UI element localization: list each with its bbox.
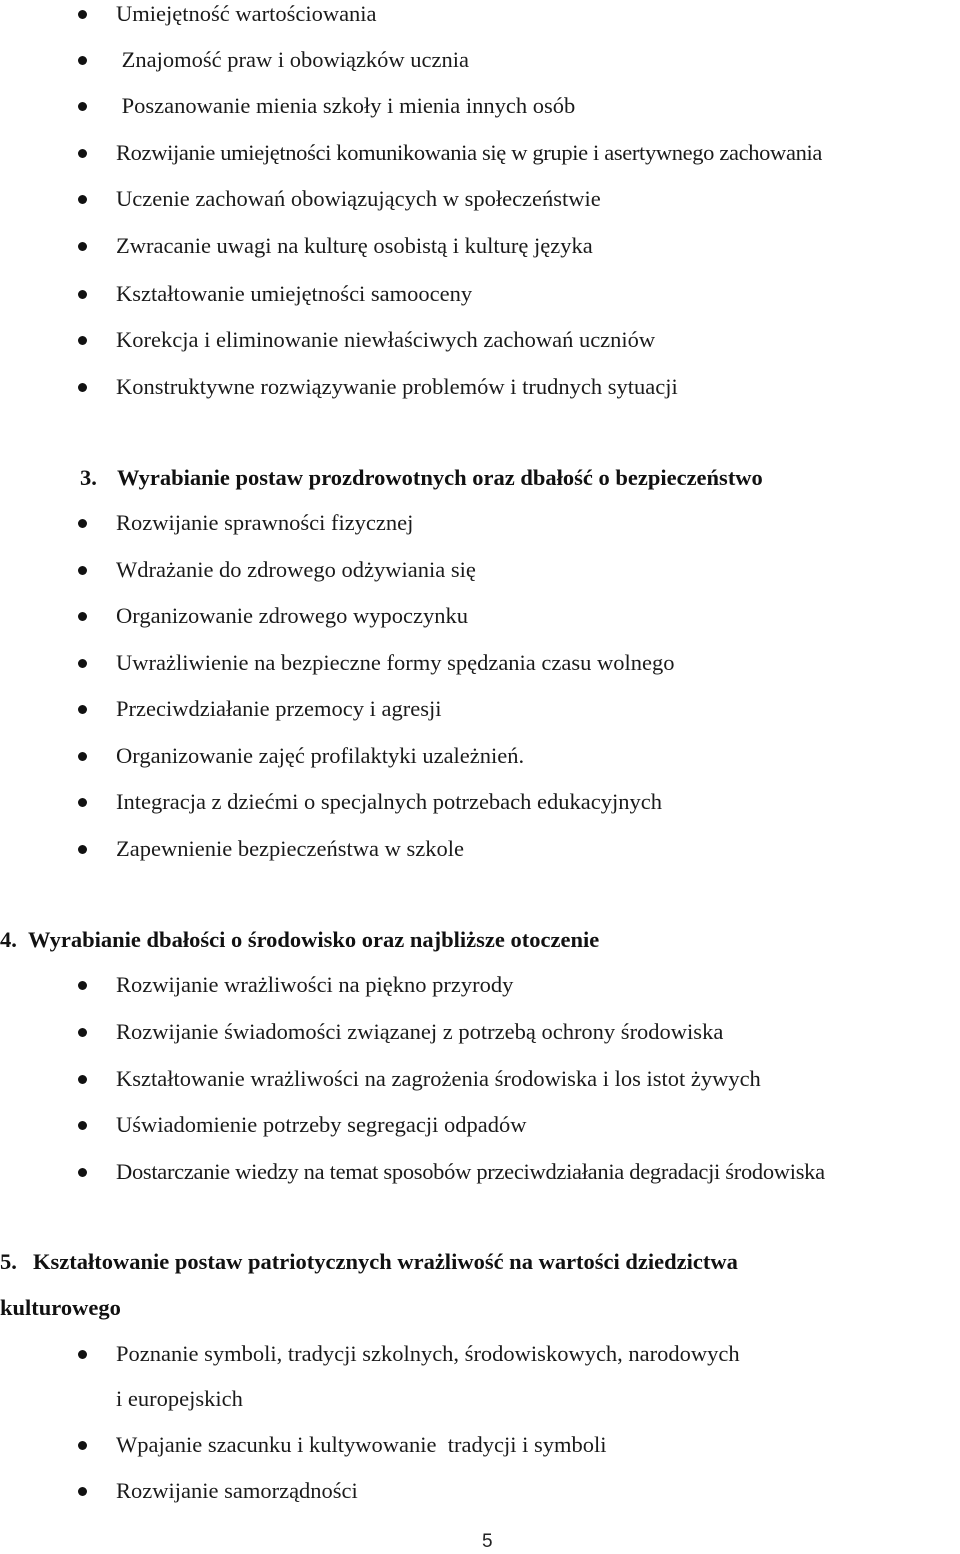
list-item-text: Kształtowanie wrażliwości na zagrożenia środowiska i los istot żywych [116, 1066, 761, 1091]
bullet-icon [78, 149, 87, 158]
list-item-text: Poszanowanie mienia szkoły i mienia innych osób [116, 93, 576, 118]
bullet-icon [78, 56, 87, 65]
list-item-text: Rozwijanie świadomości związanej z potrzebą ochrony środowiska [116, 1019, 724, 1044]
list-item-text: Przeciwdziałanie przemocy i agresji [116, 696, 442, 721]
section-number: 5. [0, 1249, 17, 1274]
bullet-icon [78, 1121, 87, 1130]
section-title: kulturowego [0, 1295, 121, 1320]
section-number: 4. [0, 927, 17, 952]
list-item-text: Konstruktywne rozwiązywanie problemów i trudnych sytuacji [116, 374, 678, 399]
bullet-icon [78, 290, 87, 299]
bullet-icon [78, 1168, 87, 1177]
list-item-text: Rozwijanie samorządności [116, 1478, 358, 1503]
bullet-icon [78, 1075, 87, 1084]
section-title: Wyrabianie postaw prozdrowotnych oraz dbałość o bezpieczeństwo [117, 465, 763, 490]
list-item-text: i europejskich [116, 1386, 243, 1411]
bullet-icon [78, 659, 87, 668]
list-item-text: Poznanie symboli, tradycji szkolnych, środowiskowych, narodowych [116, 1341, 740, 1366]
section-title: Wyrabianie dbałości o środowisko oraz najbliższe otoczenie [28, 927, 600, 952]
list-item-text: Uwrażliwienie na bezpieczne formy spędzania czasu wolnego [116, 650, 675, 675]
list-item-text: Zwracanie uwagi na kulturę osobistą i kulturę języka [116, 233, 593, 258]
bullet-icon [78, 102, 87, 111]
list-item-text: Rozwijanie sprawności fizycznej [116, 510, 414, 535]
section-title: Kształtowanie postaw patriotycznych wrażliwość na wartości dziedzictwa [33, 1249, 738, 1274]
page-number: 5 [482, 1531, 493, 1552]
bullet-icon [78, 1441, 87, 1450]
list-item-text: Uczenie zachowań obowiązujących w społeczeństwie [116, 186, 601, 211]
bullet-icon [78, 519, 87, 528]
bullet-icon [78, 566, 87, 575]
list-item-text: Dostarczanie wiedzy na temat sposobów przeciwdziałania degradacji środowiska [116, 1159, 825, 1184]
bullet-icon [78, 705, 87, 714]
list-item-text: Umiejętność wartościowania [116, 1, 377, 26]
bullet-icon [78, 798, 87, 807]
list-item-text: Wdrażanie do zdrowego odżywiania się [116, 557, 476, 582]
bullet-icon [78, 981, 87, 990]
bullet-icon [78, 336, 87, 345]
list-item-text: Rozwijanie wrażliwości na piękno przyrody [116, 972, 514, 997]
bullet-icon [78, 383, 87, 392]
list-item-text: Organizowanie zajęć profilaktyki uzależnień. [116, 743, 525, 768]
list-item-text: Integracja z dziećmi o specjalnych potrzebach edukacyjnych [116, 789, 662, 814]
bullet-icon [78, 10, 87, 19]
bullet-icon [78, 1028, 87, 1037]
list-item-text: Korekcja i eliminowanie niewłaściwych zachowań uczniów [116, 327, 656, 352]
bullet-icon [78, 1350, 87, 1359]
list-item-text: Znajomość praw i obowiązków ucznia [116, 47, 470, 72]
list-item-text: Rozwijanie umiejętności komunikowania się w grupie i asertywnego zachowania [116, 140, 823, 165]
list-item-text: Wpajanie szacunku i kultywowanie tradycji i symboli [116, 1432, 607, 1457]
bullet-icon [78, 1487, 87, 1496]
bullet-icon [78, 195, 87, 204]
list-item-text: Zapewnienie bezpieczeństwa w szkole [116, 836, 464, 861]
list-item-text: Organizowanie zdrowego wypoczynku [116, 603, 468, 628]
bullet-icon [78, 752, 87, 761]
list-item-text: Kształtowanie umiejętności samooceny [116, 281, 473, 306]
bullet-icon [78, 242, 87, 251]
section-number: 3. [80, 465, 97, 490]
list-item-text: Uświadomienie potrzeby segregacji odpadów [116, 1112, 527, 1137]
bullet-icon [78, 845, 87, 854]
bullet-icon [78, 612, 87, 621]
